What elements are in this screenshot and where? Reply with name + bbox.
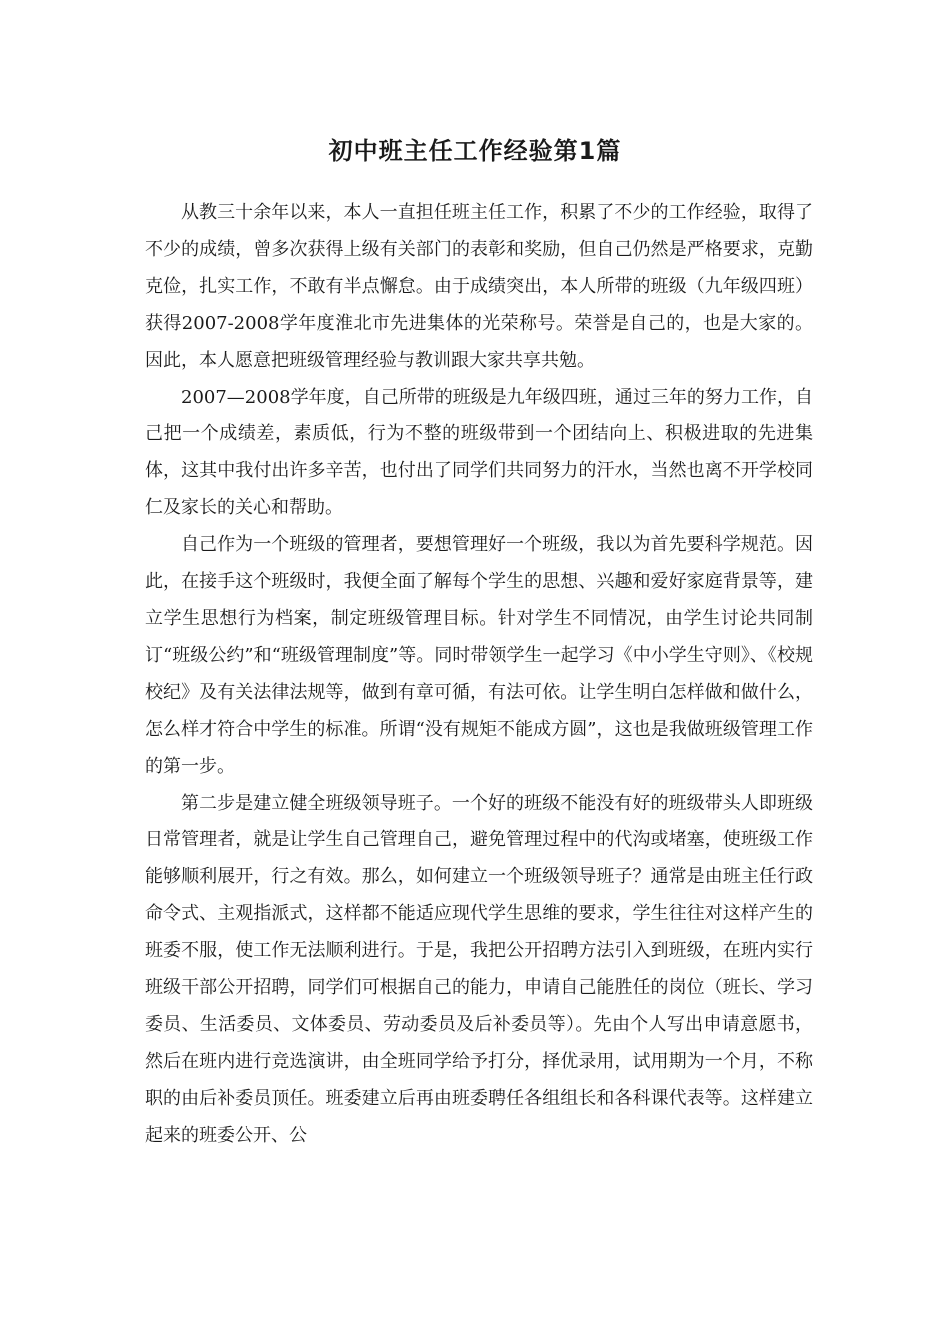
paragraph-3: 自己作为一个班级的管理者，要想管理好一个班级，我以为首先要科学规范。因此，在接手这个班级时，我便全面了解每个学生的思想、兴趣和爱好家庭背景等，建立学生思想行为档案，制定班级管理目标。针对学生不同情况，由学生讨论共同制订“班级公约”和“班级管理制度”等。同时带领学生一起学习《中小学生守则》、《校规校纪》及有关法律法规等，做到有章可循，有法可依。让学生明白怎样做和做什么，怎么样才符合中学生的标准。所谓“没有规矩不能成方圆”，这也是我做班级管理工作的第一步。 xyxy=(145,534,813,777)
paragraph-4: 第二步是建立健全班级领导班子。一个好的班级不能没有好的班级带头人即班级日常管理者，就是让学生自己管理自己，避免管理过程中的代沟或堵塞，使班级工作能够顺利展开，行之有效。那么，如何建立一个班级领导班子？通常是由班主任行政命令式、主观指派式，这样都不能适应现代学生思维的要求，学生往往对这样产生的班委不服，使工作无法顺利进行。于是，我把公开招聘方法引入到班级，在班内实行班级干部公开招聘，同学们可根据自己的能力，申请自己能胜任的岗位（班长、学习委员、生活委员、文体委员、劳动委员及后补委员等）。先由个人写出申请意愿书，然后在班内进行竞选演讲，由全班同学给予打分，择优录用，试用期为一个月，不称职的由后补委员顶任。班委建立后再由班委聘任各组组长和各科课代表等。这样建立起来的班委公开、公 xyxy=(145,792,813,1146)
document-body xyxy=(145,195,813,1155)
document-title: 初中班主任工作经验第1篇 xyxy=(328,137,622,165)
paragraph-2: 2007—2008学年度，自己所带的班级是九年级四班，通过三年的努力工作，自己把一个成绩差，素质低，行为不整的班级带到一个团结向上、积极进取的先进集体，这其中我付出许多辛苦，也付出了同学们共同努力的汗水，当然也离不开学校同仁及家长的关心和帮助。 xyxy=(145,386,813,519)
paragraph-1: 从教三十余年以来，本人一直担任班主任工作，积累了不少的工作经验，取得了不少的成绩，曾多次获得上级有关部门的表彰和奖励，但自己仍然是严格要求，克勤克俭，扎实工作，不敢有半点懈怠。由于成绩突出，本人所带的班级（九年级四班）获得2007-2008学年度淮北市先进集体的光荣称号。荣誉是自己的，也是大家的。因此，本人愿意把班级管理经验与教训跟大家共享共勉。 xyxy=(145,202,813,371)
